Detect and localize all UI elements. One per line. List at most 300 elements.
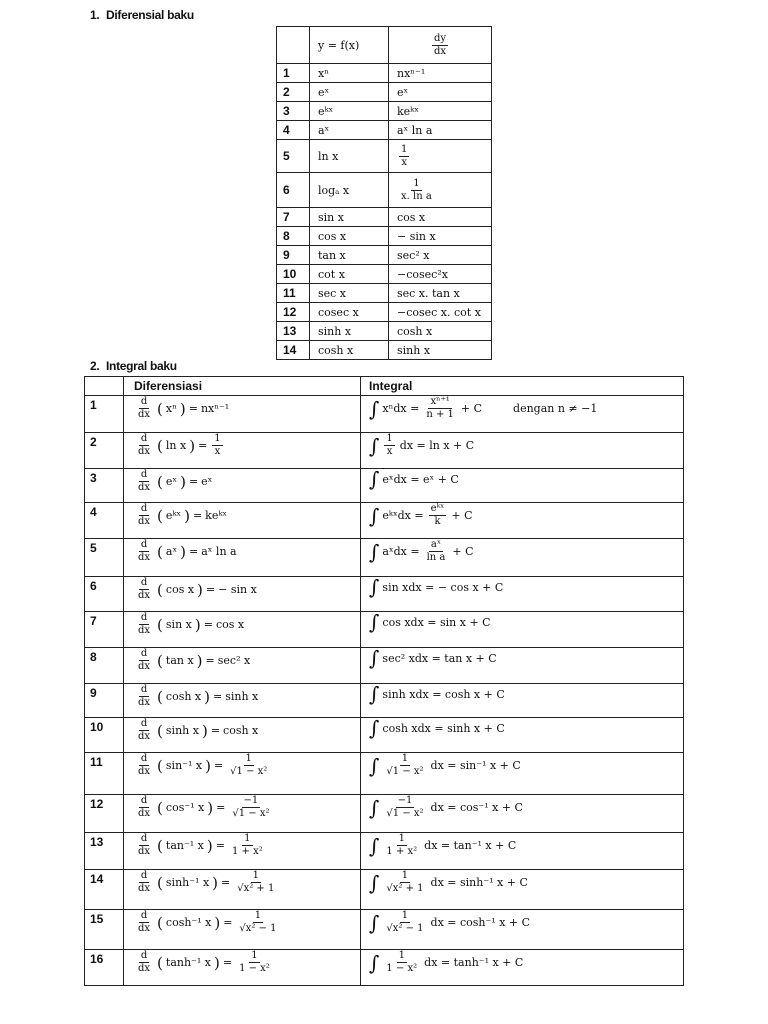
result-fraction-numerator: 1 — [251, 950, 258, 961]
integral-result: dx = sinh⁻¹ x + C — [430, 876, 528, 889]
integral-result: dx = tan⁻¹ x + C — [424, 839, 517, 852]
integral-result-fraction-numerator: eᵏˣ — [430, 503, 445, 514]
d-dx-operator-denominator: dx — [138, 552, 151, 563]
integral-expression — [369, 648, 683, 668]
close-paren: ) — [189, 436, 196, 455]
differentiation-expression — [134, 753, 360, 778]
argument: sinh⁻¹ x — [165, 876, 210, 889]
row-number: 14 — [277, 341, 310, 360]
derivative-row — [277, 121, 492, 140]
d-dx-operator — [136, 577, 152, 602]
d-dx-operator-numerator: d — [140, 950, 148, 961]
integral-result: dx = tanh⁻¹ x + C — [424, 956, 524, 969]
section-2-title: Integral baku — [106, 359, 177, 373]
result: aˣ ln a — [201, 545, 237, 558]
row-number: 4 — [277, 121, 310, 140]
integral-expression — [369, 910, 683, 935]
result-fraction-denominator: 1 + x² — [231, 846, 263, 857]
differentiation-cell — [124, 718, 361, 753]
integral-row — [85, 910, 684, 950]
integral-sign: ∫ — [369, 433, 380, 458]
integral-row — [85, 833, 684, 870]
d-dx-operator — [136, 950, 152, 975]
derivative-cell: sec x. tan x — [389, 284, 492, 303]
result-fraction — [235, 870, 276, 895]
derivative-table — [276, 26, 492, 360]
integrand: eᵏˣdx = — [382, 509, 424, 522]
integral-cell — [361, 648, 684, 684]
integral-expression — [369, 718, 683, 738]
integrand-fraction-numerator: −1 — [397, 795, 413, 806]
d-dx-operator-numerator: d — [140, 503, 148, 514]
derivative-fraction-denominator: x. ln a — [401, 190, 432, 202]
differentiation-cell — [124, 396, 361, 433]
d-dx-operator-numerator: d — [140, 396, 148, 407]
derivative-cell — [389, 173, 492, 208]
differentiation-cell — [124, 503, 361, 539]
integrand-fraction-denominator: √1 − x² — [386, 766, 424, 777]
header-dydx-fraction — [432, 33, 448, 58]
d-dx-operator — [136, 648, 152, 673]
differentiation-cell — [124, 539, 361, 577]
row-number: 14 — [85, 870, 124, 910]
integral-cell — [361, 950, 684, 986]
equals-sign: = — [222, 956, 233, 969]
close-paren: ) — [212, 873, 219, 892]
close-paren: ) — [194, 615, 201, 634]
integrand-fraction — [384, 433, 394, 458]
open-paren: ( — [157, 721, 163, 740]
equals-sign: = — [203, 618, 213, 631]
equals-sign: = — [223, 916, 233, 929]
header-integral: Integral — [361, 377, 684, 396]
result-fraction-numerator: 1 — [214, 433, 221, 444]
integrand-fraction-denominator: x — [386, 446, 393, 457]
integral-cell — [361, 684, 684, 718]
derivative-row — [277, 265, 492, 284]
argument: tan x — [165, 654, 194, 667]
argument: tan⁻¹ x — [165, 839, 204, 852]
result: nxⁿ⁻¹ — [200, 402, 230, 415]
row-number: 1 — [277, 64, 310, 83]
d-dx-operator-denominator: dx — [138, 731, 151, 742]
open-paren: ( — [157, 542, 163, 561]
integrand-fraction-denominator: √1 − x² — [386, 808, 424, 819]
d-dx-operator-numerator: d — [140, 539, 148, 550]
d-dx-operator — [136, 718, 152, 743]
result: − sin x — [218, 583, 257, 596]
d-dx-operator-denominator: dx — [138, 846, 151, 857]
d-dx-operator-denominator: dx — [138, 625, 151, 636]
integrand-fraction — [384, 795, 425, 820]
header-dy: dy — [433, 32, 447, 44]
d-dx-operator-numerator: d — [140, 833, 148, 844]
d-dx-operator-denominator: dx — [138, 446, 151, 457]
differentiation-expression — [134, 910, 360, 935]
row-number: 6 — [85, 577, 124, 612]
d-dx-operator-denominator: dx — [138, 697, 151, 708]
differentiation-expression — [134, 950, 360, 975]
integral-sign: ∫ — [369, 870, 380, 895]
equals-sign: = — [205, 654, 215, 667]
integral-cell — [361, 870, 684, 910]
result: keᵏˣ — [205, 509, 228, 522]
open-paren: ( — [157, 913, 163, 932]
integral-cell — [361, 433, 684, 469]
function-cell: sinh x — [310, 322, 389, 341]
derivative-row — [277, 208, 492, 227]
result-fraction-denominator: √x² − 1 — [239, 923, 277, 934]
close-paren: ) — [206, 836, 213, 855]
integral-cell — [361, 577, 684, 612]
argument: xⁿ — [165, 402, 177, 415]
integral-cell — [361, 795, 684, 833]
integrand-fraction — [384, 910, 425, 935]
function-cell: ln x — [310, 140, 389, 173]
d-dx-operator-denominator: dx — [138, 409, 151, 420]
integral-expression — [369, 539, 683, 564]
d-dx-operator — [136, 795, 152, 820]
d-dx-operator-denominator: dx — [138, 808, 151, 819]
derivative-cell: −cosec²x — [389, 265, 492, 284]
open-paren: ( — [157, 953, 163, 972]
d-dx-operator-denominator: dx — [138, 766, 151, 777]
result-fraction — [237, 910, 278, 935]
equals-sign: = — [192, 509, 203, 522]
d-dx-operator-numerator: d — [140, 612, 148, 623]
integral-sign: ∫ — [369, 467, 380, 491]
differentiation-expression — [134, 503, 360, 528]
integral-expression — [369, 577, 683, 597]
integral-result: dx = cos⁻¹ x + C — [430, 801, 523, 814]
d-dx-operator-denominator: dx — [138, 482, 151, 493]
result-fraction-denominator: √x² + 1 — [237, 883, 275, 894]
derivative-cell: cos x — [389, 208, 492, 227]
row-number: 8 — [277, 227, 310, 246]
equals-sign: = — [215, 839, 225, 852]
integral-row — [85, 539, 684, 577]
integrand-fraction-numerator: 1 — [386, 433, 393, 444]
derivative-row — [277, 322, 492, 341]
equals-sign: = — [210, 724, 221, 737]
derivative-cell: cosh x — [389, 322, 492, 341]
row-number: 10 — [85, 718, 124, 753]
close-paren: ) — [207, 798, 214, 817]
integrand: xⁿdx = — [382, 402, 420, 415]
integral-row — [85, 503, 684, 539]
integral-sign: ∫ — [369, 646, 380, 670]
derivative-fraction-numerator: 1 — [401, 143, 408, 155]
row-number: 2 — [85, 433, 124, 469]
section-1-title: Diferensial baku — [106, 8, 194, 22]
row-number: 11 — [85, 753, 124, 795]
differentiation-expression — [134, 577, 360, 602]
integral-expression — [369, 870, 683, 895]
integral-sign: ∫ — [369, 682, 380, 706]
header-differentiation: Diferensiasi — [124, 377, 361, 396]
integral-sign: ∫ — [369, 396, 380, 421]
d-dx-operator — [136, 870, 152, 895]
equals-sign: = — [198, 439, 208, 452]
differentiation-cell — [124, 910, 361, 950]
equals-sign: = — [212, 690, 223, 703]
integrand-fraction-denominator: √x² − 1 — [386, 923, 424, 934]
row-number: 5 — [277, 140, 310, 173]
integral-sign: ∫ — [369, 539, 380, 564]
open-paren: ( — [157, 687, 163, 706]
d-dx-operator-denominator: dx — [138, 661, 151, 672]
d-dx-operator-denominator: dx — [138, 590, 151, 601]
integral-expression — [369, 396, 683, 421]
differentiation-cell — [124, 469, 361, 503]
integrand: cos xdx = sin x + C — [382, 615, 491, 629]
row-number: 4 — [85, 503, 124, 539]
derivative-cell: sinh x — [389, 341, 492, 360]
header-number-cell — [85, 377, 124, 396]
integrand-fraction — [384, 833, 419, 858]
derivative-row — [277, 341, 492, 360]
result-fraction-denominator: 1 − x² — [239, 963, 270, 974]
integrand-fraction — [384, 950, 419, 975]
integral-result-fraction-denominator: ln a — [426, 552, 446, 563]
row-number: 13 — [277, 322, 310, 341]
integral-sign: ∫ — [369, 950, 380, 975]
function-cell: sec x — [310, 284, 389, 303]
integrand-fraction-denominator: 1 + x² — [386, 846, 418, 857]
row-number: 12 — [85, 795, 124, 833]
equals-sign: = — [189, 545, 199, 558]
integrand-fraction-denominator: 1 − x² — [386, 963, 418, 974]
row-number: 1 — [85, 396, 124, 433]
integrand-fraction — [384, 870, 425, 895]
differentiation-expression — [134, 795, 360, 820]
integral-row — [85, 684, 684, 718]
open-paren: ( — [157, 399, 163, 418]
integral-result-fraction — [429, 503, 447, 528]
differentiation-expression — [134, 469, 360, 494]
open-paren: ( — [157, 615, 163, 634]
row-number: 15 — [85, 910, 124, 950]
differentiation-expression — [134, 433, 360, 458]
integral-sign: ∫ — [369, 716, 380, 740]
condition-note: dengan n ≠ −1 — [513, 402, 598, 415]
row-number: 12 — [277, 303, 310, 322]
close-paren: ) — [180, 472, 186, 491]
row-number: 9 — [277, 246, 310, 265]
result-fraction — [212, 433, 222, 458]
differentiation-expression — [134, 539, 360, 564]
integral-constant: + C — [452, 545, 474, 558]
integrand-fraction — [384, 753, 425, 778]
derivative-cell: sec² x — [389, 246, 492, 265]
differentiation-cell — [124, 870, 361, 910]
result-fraction-numerator: −1 — [243, 795, 259, 806]
integral-sign: ∫ — [369, 833, 380, 858]
function-cell: logₐ x — [310, 173, 389, 208]
row-number: 8 — [85, 648, 124, 684]
integral-cell — [361, 396, 684, 433]
row-number: 3 — [85, 469, 124, 503]
header-fx-cell: y = f(x) — [310, 27, 389, 64]
integral-row — [85, 870, 684, 910]
argument: cosh x — [165, 690, 202, 703]
equals-sign: = — [188, 402, 198, 415]
derivative-row — [277, 246, 492, 265]
integrand-fraction-numerator: 1 — [401, 870, 409, 881]
d-dx-operator — [136, 469, 152, 494]
integral-cell — [361, 469, 684, 503]
equals-sign: = — [188, 475, 199, 488]
close-paren: ) — [204, 687, 210, 706]
integral-sign: ∫ — [369, 610, 380, 634]
row-number: 10 — [277, 265, 310, 284]
differentiation-cell — [124, 795, 361, 833]
integrand-fraction-numerator: 1 — [398, 833, 405, 844]
derivative-fraction-denominator: x — [401, 156, 407, 168]
result-fraction — [230, 833, 265, 858]
integral-cell — [361, 833, 684, 870]
integral-constant: + C — [451, 509, 473, 522]
equals-sign: = — [216, 801, 226, 814]
d-dx-operator-numerator: d — [140, 753, 148, 764]
derivative-row — [277, 227, 492, 246]
d-dx-operator-numerator: d — [140, 910, 148, 921]
differentiation-cell — [124, 833, 361, 870]
differentiation-cell — [124, 684, 361, 718]
integral-result: dx = ln x + C — [399, 439, 475, 452]
d-dx-operator-denominator: dx — [138, 516, 151, 527]
function-cell: eˣ — [310, 83, 389, 102]
d-dx-operator — [136, 396, 152, 421]
integrand: sinh xdx = cosh x + C — [382, 687, 505, 701]
open-paren: ( — [157, 873, 163, 892]
integrand: eˣdx = eˣ + C — [382, 472, 459, 486]
integral-cell — [361, 718, 684, 753]
function-cell: cos x — [310, 227, 389, 246]
integral-row — [85, 950, 684, 986]
result: cosh x — [223, 724, 259, 737]
integral-expression — [369, 833, 683, 858]
argument: cos⁻¹ x — [165, 801, 205, 814]
differentiation-cell — [124, 433, 361, 469]
header-number-cell — [277, 27, 310, 64]
function-cell: cosec x — [310, 303, 389, 322]
derivative-cell: aˣ ln a — [389, 121, 492, 140]
integral-result-fraction-denominator: k — [434, 516, 441, 527]
derivative-cell: − sin x — [389, 227, 492, 246]
integral-row — [85, 718, 684, 753]
integral-result: dx = cosh⁻¹ x + C — [430, 916, 531, 929]
argument: eᵏˣ — [165, 509, 182, 522]
function-cell: sin x — [310, 208, 389, 227]
differentiation-expression — [134, 648, 360, 673]
integral-row — [85, 469, 684, 503]
open-paren: ( — [157, 651, 163, 670]
row-number: 6 — [277, 173, 310, 208]
integral-result-fraction — [425, 539, 448, 564]
d-dx-operator — [136, 539, 152, 564]
d-dx-operator — [136, 753, 152, 778]
close-paren: ) — [201, 721, 208, 740]
integral-cell — [361, 503, 684, 539]
row-number: 7 — [277, 208, 310, 227]
open-paren: ( — [157, 580, 163, 599]
result-fraction-numerator: 1 — [252, 870, 259, 881]
differentiation-cell — [124, 950, 361, 986]
integral-expression — [369, 612, 683, 632]
row-number: 7 — [85, 612, 124, 648]
function-cell: xⁿ — [310, 64, 389, 83]
integral-result: dx = sin⁻¹ x + C — [430, 759, 521, 772]
section-2-number: 2. — [90, 359, 100, 373]
integral-cell — [361, 612, 684, 648]
differentiation-expression — [134, 870, 360, 895]
integral-cell — [361, 753, 684, 795]
differentiation-cell — [124, 753, 361, 795]
integrand: cosh xdx = sinh x + C — [382, 721, 505, 735]
section-2-heading — [90, 359, 177, 373]
derivative-row — [277, 284, 492, 303]
integrand: sec² xdx = tan x + C — [382, 651, 497, 665]
differentiation-expression — [134, 396, 360, 421]
result-fraction — [237, 950, 272, 975]
row-number: 3 — [277, 102, 310, 121]
result-fraction-numerator: 1 — [254, 910, 262, 921]
integral-sign: ∫ — [369, 910, 380, 935]
differentiation-cell — [124, 577, 361, 612]
result-fraction-denominator: √1 − x² — [232, 808, 270, 819]
open-paren: ( — [157, 436, 163, 455]
section-1-heading — [90, 8, 194, 22]
row-number: 9 — [85, 684, 124, 718]
d-dx-operator-denominator: dx — [138, 883, 151, 894]
d-dx-operator-numerator: d — [140, 433, 148, 444]
integral-result-fraction-numerator: xⁿ⁺¹ — [430, 396, 450, 407]
result-fraction-numerator: 1 — [245, 753, 252, 764]
derivative-row — [277, 173, 492, 208]
section-1-number: 1. — [90, 8, 100, 22]
integral-expression — [369, 433, 683, 458]
result: sinh x — [225, 690, 259, 703]
integral-row — [85, 612, 684, 648]
integrand-fraction-numerator: 1 — [401, 910, 409, 921]
row-number: 11 — [277, 284, 310, 303]
integral-row — [85, 795, 684, 833]
d-dx-operator-numerator: d — [140, 870, 148, 881]
derivative-table-header — [277, 27, 492, 64]
integral-cell — [361, 910, 684, 950]
integral-result-fraction — [424, 396, 456, 421]
integrand: aˣdx = — [382, 545, 420, 558]
derivative-cell — [389, 140, 492, 173]
d-dx-operator — [136, 503, 152, 528]
d-dx-operator-numerator: d — [140, 684, 148, 695]
result: cos x — [215, 618, 245, 631]
integrand-fraction-numerator: 1 — [398, 950, 405, 961]
derivative-cell: nxⁿ⁻¹ — [389, 64, 492, 83]
equals-sign: = — [221, 876, 231, 889]
close-paren: ) — [179, 399, 186, 418]
d-dx-operator-numerator: d — [140, 648, 148, 659]
derivative-row — [277, 64, 492, 83]
integral-result-fraction-numerator: aˣ — [430, 539, 442, 550]
result-fraction-denominator: √1 − x² — [230, 766, 268, 777]
argument: sinh x — [165, 724, 199, 737]
close-paren: ) — [196, 651, 203, 670]
open-paren: ( — [157, 798, 163, 817]
result-fraction — [230, 795, 271, 820]
open-paren: ( — [157, 472, 163, 491]
